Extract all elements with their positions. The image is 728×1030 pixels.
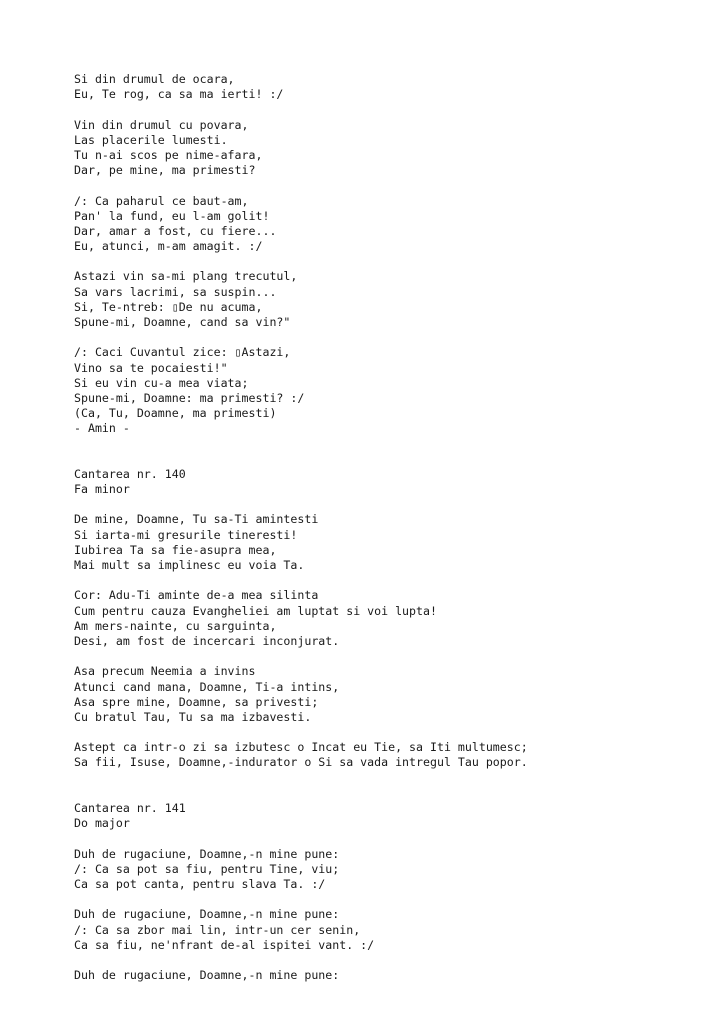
blank-line (74, 953, 714, 968)
stanza (74, 664, 714, 725)
stanza (74, 269, 714, 330)
song-title: Cantarea nr. 140 (74, 466, 186, 481)
song-key: Do major (74, 816, 130, 831)
text-line: Vino sa te pocaiesti!" (74, 360, 228, 375)
text-line: /: Ca paharul ce baut-am, (74, 193, 249, 208)
document-text (74, 72, 714, 983)
text-line: Cor: Adu-Ti aminte de-a mea silinta (74, 588, 319, 603)
stanza (74, 118, 714, 179)
text-line: /: Caci Cuvantul zice: ▯Astazi, (74, 345, 291, 360)
stanza (74, 847, 714, 893)
text-line: Asa precum Neemia a invins (74, 664, 256, 679)
blank-line (74, 771, 714, 801)
text-line: Spune-mi, Doamne, cand sa vin?" (74, 315, 291, 329)
text-line: - Amin - (74, 421, 130, 436)
text-line: Si, Te-ntreb: ▯De nu acuma, (74, 299, 263, 314)
blank-line (74, 254, 714, 269)
text-line: Ca sa fiu, ne'nfrant de-al ispitei vant. :/ (74, 937, 375, 952)
text-line: Iubirea Ta sa fie-asupra mea, (74, 542, 277, 557)
text-line: Astazi vin sa-mi plang trecutul, (74, 269, 298, 284)
song-header (74, 467, 714, 497)
stanza (74, 194, 714, 255)
text-line: Si eu vin cu-a mea viata; (74, 375, 249, 390)
text-line: Sa fii, Isuse, Doamne,-indurator o Si sa vada intregul Tau popor. (74, 755, 528, 770)
blank-line (74, 573, 714, 588)
text-line: Cum pentru cauza Evangheliei am luptat si voi lupta! (74, 603, 437, 618)
blank-line (74, 497, 714, 512)
blank-line (74, 102, 714, 117)
stanza (74, 740, 714, 770)
song-title: Cantarea nr. 141 (74, 801, 186, 816)
text-line: Mai mult sa implinesc eu voia Ta. (74, 558, 305, 573)
text-line: Desi, am fost de incercari inconjurat. (74, 633, 340, 648)
blank-line (74, 178, 714, 193)
blank-line (74, 892, 714, 907)
stanza (74, 907, 714, 953)
text-line: Am mers-nainte, cu sarguinta, (74, 618, 277, 633)
text-line: Astept ca intr-o zi sa izbutesc o Incat eu Tie, sa Iti multumesc; (74, 740, 528, 755)
text-line: /: Ca sa zbor mai lin, intr-un cer senin, (74, 922, 361, 937)
blank-line (74, 649, 714, 664)
text-line: /: Ca sa pot sa fiu, pentru Tine, viu; (74, 861, 340, 876)
blank-line (74, 831, 714, 846)
blank-line (74, 330, 714, 345)
text-line: Atunci cand mana, Doamne, Ti-a intins, (74, 679, 340, 694)
text-line: Vin din drumul cu povara, (74, 117, 249, 132)
text-line: Si din drumul de ocara, (74, 72, 235, 86)
stanza (74, 72, 714, 102)
text-line: Dar, amar a fost, cu fiere... (74, 223, 277, 238)
text-line: Spune-mi, Doamne: ma primesti? :/ (74, 390, 305, 405)
text-line: Si iarta-mi gresurile tineresti! (74, 527, 298, 542)
blank-line (74, 725, 714, 740)
stanza (74, 512, 714, 573)
text-line: De mine, Doamne, Tu sa-Ti amintesti (74, 512, 319, 527)
stanza (74, 345, 714, 436)
text-line: Duh de rugaciune, Doamne,-n mine pune: (74, 968, 340, 983)
text-line: Eu, Te rog, ca sa ma ierti! :/ (74, 87, 284, 102)
song-key: Fa minor (74, 482, 130, 497)
text-line: Dar, pe mine, ma primesti? (74, 163, 256, 178)
text-line: Sa vars lacrimi, sa suspin... (74, 284, 277, 299)
text-line: (Ca, Tu, Doamne, ma primesti) (74, 406, 277, 421)
text-line: Asa spre mine, Doamne, sa privesti; (74, 694, 319, 709)
blank-line (74, 437, 714, 467)
text-line: Pan' la fund, eu l-am golit! (74, 208, 270, 223)
text-line: Cu bratul Tau, Tu sa ma izbavesti. (74, 709, 312, 724)
text-line: Duh de rugaciune, Doamne,-n mine pune: (74, 907, 340, 922)
stanza (74, 968, 714, 983)
text-line: Ca sa pot canta, pentru slava Ta. :/ (74, 876, 326, 891)
text-line: Tu n-ai scos pe nime-afara, (74, 147, 263, 162)
text-line: Eu, atunci, m-am amagit. :/ (74, 239, 263, 254)
text-line: Las placerile lumesti. (74, 132, 228, 147)
text-line: Duh de rugaciune, Doamne,-n mine pune: (74, 846, 340, 861)
song-header (74, 801, 714, 831)
stanza (74, 588, 714, 649)
